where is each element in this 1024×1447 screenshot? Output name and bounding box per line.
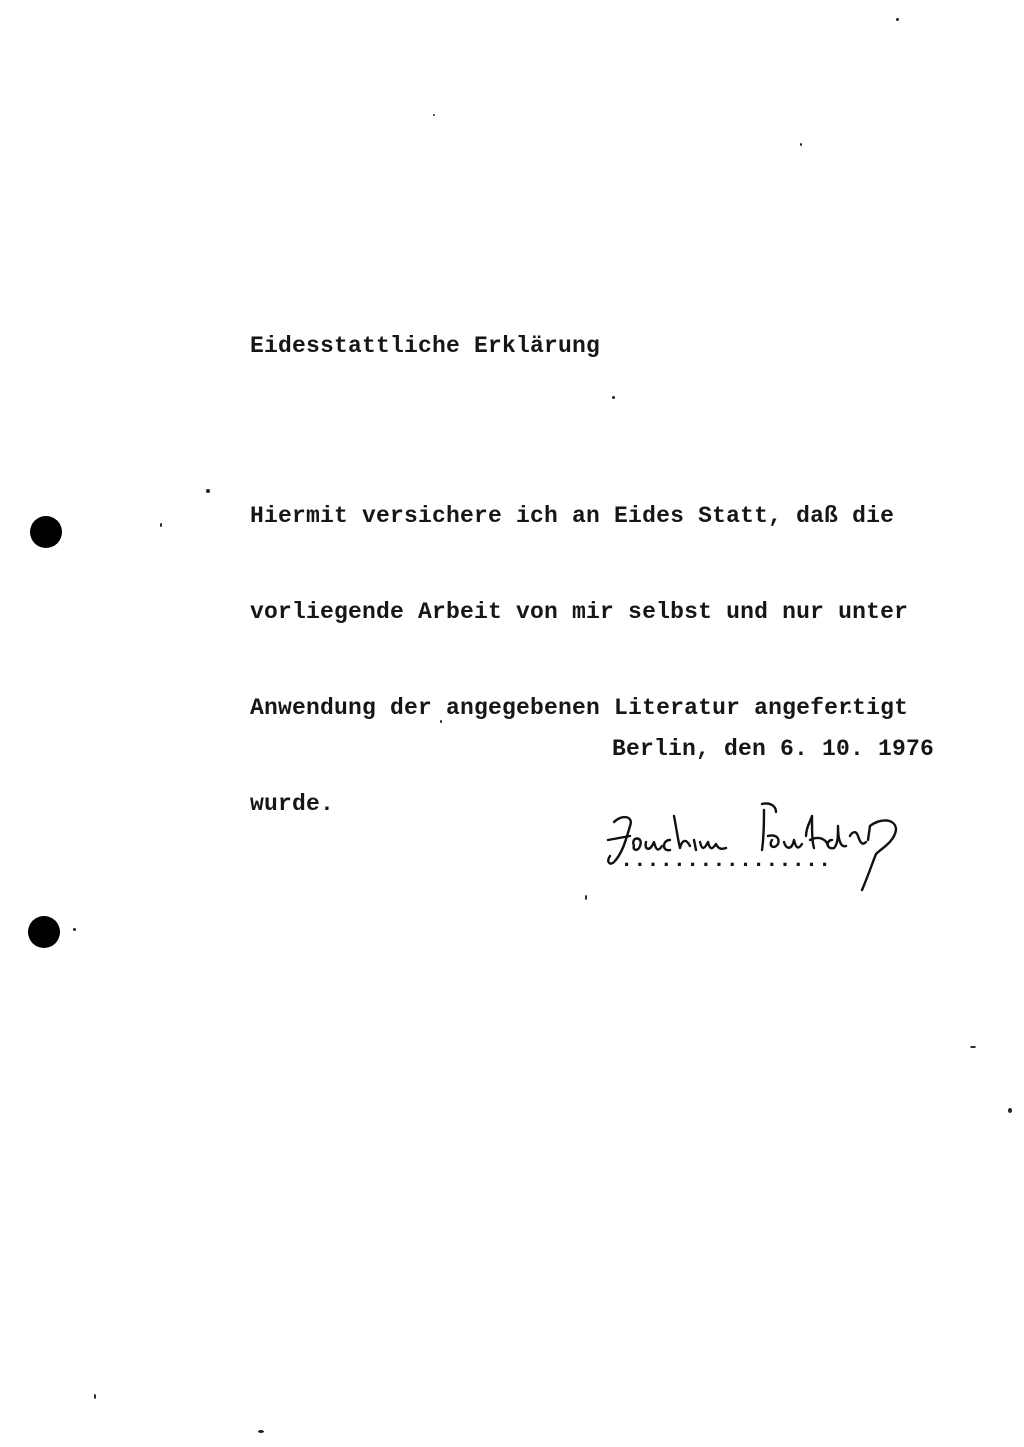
body-line: wurde.: [250, 791, 335, 817]
place-and-date: Berlin, den 6. 10. 1976: [612, 736, 935, 762]
scan-speck: [433, 114, 435, 116]
scan-speck: [1008, 1108, 1012, 1113]
punch-hole-bottom: [28, 916, 60, 948]
scan-speck: [970, 1046, 976, 1048]
scan-speck: [896, 18, 899, 21]
scan-speck: [585, 895, 587, 900]
scan-speck: [94, 1394, 96, 1399]
scan-speck: [612, 396, 615, 399]
body-line: vorliegende Arbeit von mir selbst und nur unter: [250, 599, 909, 625]
body-line: Anwendung der angegebenen Literatur angefertigt: [250, 695, 909, 721]
handwritten-signature: [600, 796, 910, 896]
scan-speck: [206, 489, 210, 493]
scan-speck: [800, 143, 802, 146]
body-line: Hiermit versichere ich an Eides Statt, daß die: [250, 503, 895, 529]
scan-speck: [73, 928, 76, 931]
scan-speck: [258, 1430, 264, 1433]
punch-hole-top: [30, 516, 62, 548]
declaration-title: Eidesstattliche Erklärung: [250, 333, 601, 359]
signature-dotted-line: ................: [620, 848, 832, 873]
scan-speck: [160, 523, 162, 527]
